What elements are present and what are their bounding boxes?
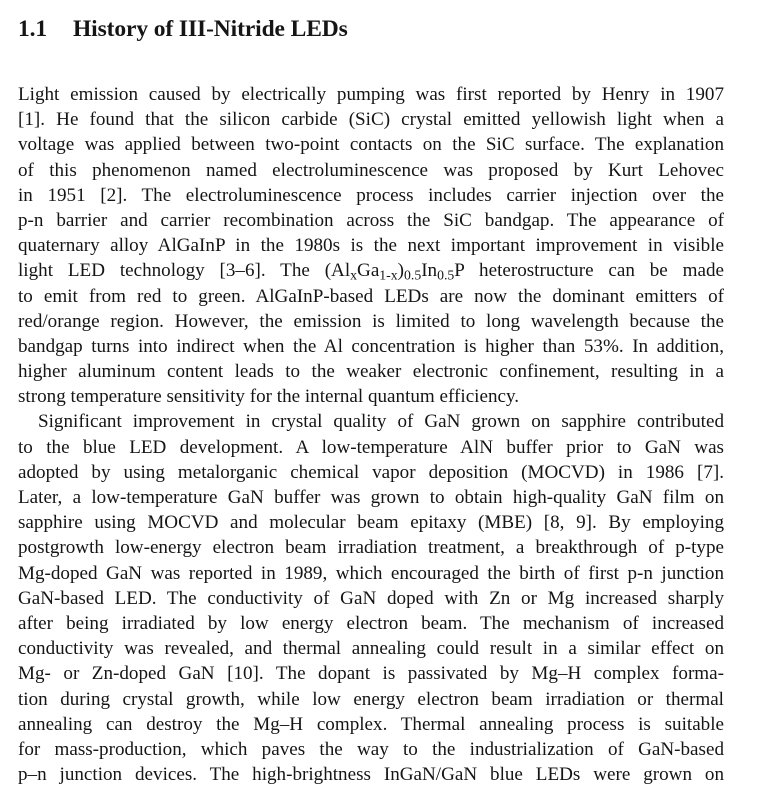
section-number: 1.1: [18, 16, 48, 42]
text-line: in 1951 [2]. The electroluminescence process includes carrier injection over the: [18, 184, 724, 206]
formula-subscript: 0.5: [437, 267, 455, 283]
formula-text: light LED technology [3–6]. The (Al: [18, 260, 351, 282]
text-line: conductivity was revealed, and thermal annealing could result in a similar effect on: [18, 638, 724, 660]
text-line: red/orange region. However, the emission is limited to long wavelength because the: [18, 310, 724, 332]
text-line: strong temperature sensitivity for the internal quantum efficiency.: [18, 386, 520, 408]
text-line: after being irradiated by low energy electron beam. The mechanism of increased: [18, 612, 724, 634]
text-line: Light emission caused by electrically pumping was first reported by Henry in 1907: [18, 84, 724, 105]
body-text: [18, 82, 724, 787]
formula-text: P heterostructure can be made: [454, 260, 724, 282]
section-heading: [18, 0, 724, 50]
text-line: GaN-based LED. The conductivity of GaN doped with Zn or Mg increased sharply: [18, 587, 724, 609]
formula-text: Ga: [357, 260, 380, 282]
text-line: [1]. He found that the silicon carbide (SiC) crystal emitted yellowish light when a: [18, 109, 724, 131]
paragraph-2: [18, 409, 724, 787]
formula-text: ): [397, 260, 404, 282]
formula-subscript: 0.5: [404, 267, 422, 283]
text-line-formula: [18, 258, 724, 283]
section-title: History of III-Nitride LEDs: [73, 16, 348, 42]
text-line: bandgap turns into indirect when the Al concentration is higher than 53%. In addition,: [18, 335, 724, 357]
text-line: higher aluminum content leads to the weaker electronic confinement, resulting in a: [18, 361, 724, 383]
text-line: for mass-production, which paves the way to the industrialization of GaN-based: [18, 738, 724, 760]
text-line: p-n barrier and carrier recombination across the SiC bandgap. The appearance of: [18, 209, 724, 231]
text-line: to the blue LED development. A low-temperature AlN buffer prior to GaN was: [18, 436, 724, 458]
text-line: Mg-doped GaN was reported in 1989, which encouraged the birth of first p-n junction: [18, 562, 724, 584]
formula-subscript: x: [350, 267, 358, 283]
text-line: quaternary alloy AlGaInP in the 1980s is the next important improvement in visible: [18, 235, 724, 257]
paragraph-1: [18, 82, 724, 409]
text-line: voltage was applied between two-point contacts on the SiC surface. The explanation: [18, 134, 724, 156]
text-line: tion during crystal growth, while low energy electron beam irradiation or thermal: [18, 688, 724, 710]
text-line: p–n junction devices. The high-brightness InGaN/GaN blue LEDs were grown on: [18, 764, 724, 786]
text-line: to emit from red to green. AlGaInP-based LEDs are now the dominant emitters of: [18, 285, 724, 307]
text-line: postgrowth low-energy electron beam irradiation treatment, a breakthrough of p-type: [18, 537, 724, 559]
formula-text: In: [421, 260, 438, 282]
document-page: [18, 0, 724, 787]
text-line: Mg- or Zn-doped GaN [10]. The dopant is passivated by Mg–H complex forma-: [18, 663, 724, 685]
text-line: adopted by using metalorganic chemical vapor deposition (MOCVD) in 1986 [7].: [18, 461, 724, 483]
formula-subscript: 1-x: [379, 267, 398, 283]
text-line: Significant improvement in crystal quality of GaN grown on sapphire contributed: [38, 411, 724, 433]
text-line: of this phenomenon named electroluminescence was proposed by Kurt Lehovec: [18, 159, 724, 181]
text-line: sapphire using MOCVD and molecular beam epitaxy (MBE) [8, 9]. By employing: [18, 512, 724, 534]
text-line: Later, a low-temperature GaN buffer was grown to obtain high-quality GaN film on: [18, 487, 724, 508]
text-line: annealing can destroy the Mg–H complex. Thermal annealing process is suitable: [18, 713, 724, 735]
